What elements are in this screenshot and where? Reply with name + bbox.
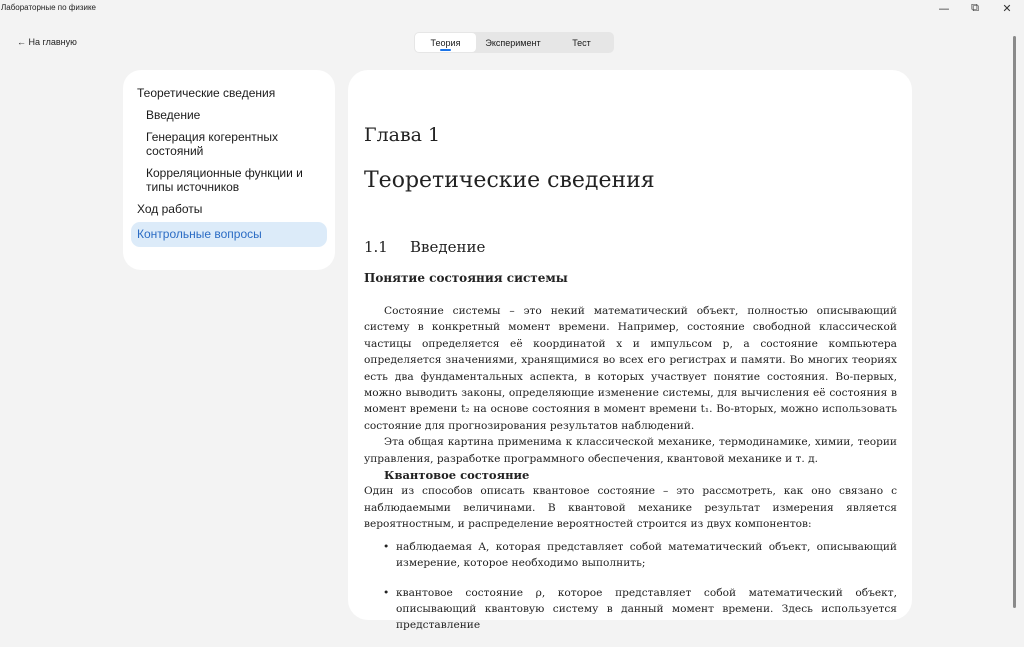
table-of-contents — [123, 70, 335, 270]
inline-heading: Квантовое состояние — [384, 468, 530, 483]
subsection-title: Понятие состояния системы — [364, 271, 568, 285]
toc-item-coherent-states[interactable]: Генерация когерентных состояний — [146, 130, 278, 158]
tab-bar — [414, 32, 614, 53]
paragraph: Эта общая картина применима к классической механике, термодинамике, химии, теории управления, разработке программного обеспечения, квантовой механике и т. д. — [364, 436, 897, 465]
chapter-number: Глава 1 — [364, 124, 441, 146]
toc-item-procedure[interactable]: Ход работы — [137, 202, 203, 216]
paragraph: Состояние системы – это некий математический объект, полностью описывающий систему в конкретный момент времени. Например, состояние свободной классической частицы определяется её координатой x и импульсом p, а состояние компьютера определяется значениями, хранящимися во всех его регистрах и памяти. Во многих теориях есть два фундаментальных аспекта, в которых участвует понятие состояния. Во-первых, можно выводить законы, определяющие изменение системы, для вычисления её состояния в момент времени t₂ на основе состояния в момент времени t₁. Во-вторых, можно использовать состояние для прогнозирования результатов наблюдений. — [364, 305, 897, 432]
maximize-icon[interactable]: ⧉ — [971, 1, 979, 14]
toc-item-theory[interactable]: Теоретические сведения — [137, 86, 276, 100]
toc-item-control-questions[interactable]: Контрольные вопросы — [131, 222, 327, 247]
tab-experiment[interactable]: Эксперимент — [485, 37, 541, 48]
list-item: • квантовое состояние ρ, которое представляет собой математический объект, описывающий квантовую систему в данный момент времени. Здесь используется представление — [364, 585, 897, 634]
toc-item-correlation-functions[interactable]: Корреляционные функции и типы источников — [146, 166, 303, 194]
document-body — [364, 303, 897, 647]
chapter-title: Теоретические сведения — [364, 168, 655, 193]
bullet-list — [364, 539, 897, 634]
window-title: Лабораторные по физике — [1, 3, 96, 12]
back-to-home-link[interactable]: ← На главную — [17, 37, 77, 47]
section-number: 1.1 — [364, 238, 388, 256]
tab-theory[interactable]: Теория — [415, 33, 476, 52]
paragraph: Один из способов описать квантовое состояние – это рассмотреть, как оно связано с наблюдаемыми величинами. В квантовой механике результат измерения является вероятностным, и распределение вероятностей строится из двух компонентов: — [364, 485, 897, 531]
list-item: • наблюдаемая A, которая представляет собой математический объект, описывающий измерение, которое необходимо выполнить; — [364, 539, 897, 572]
scrollbar[interactable] — [1013, 36, 1016, 608]
minimize-icon[interactable]: — — [938, 1, 950, 15]
section-title: Введение — [410, 238, 486, 256]
document-viewer — [348, 70, 912, 632]
tab-test[interactable]: Тест — [572, 37, 591, 48]
close-icon[interactable]: ✕ — [1002, 1, 1012, 15]
section-heading — [364, 238, 485, 256]
toc-item-introduction[interactable]: Введение — [146, 108, 201, 122]
title-bar — [0, 0, 1024, 16]
